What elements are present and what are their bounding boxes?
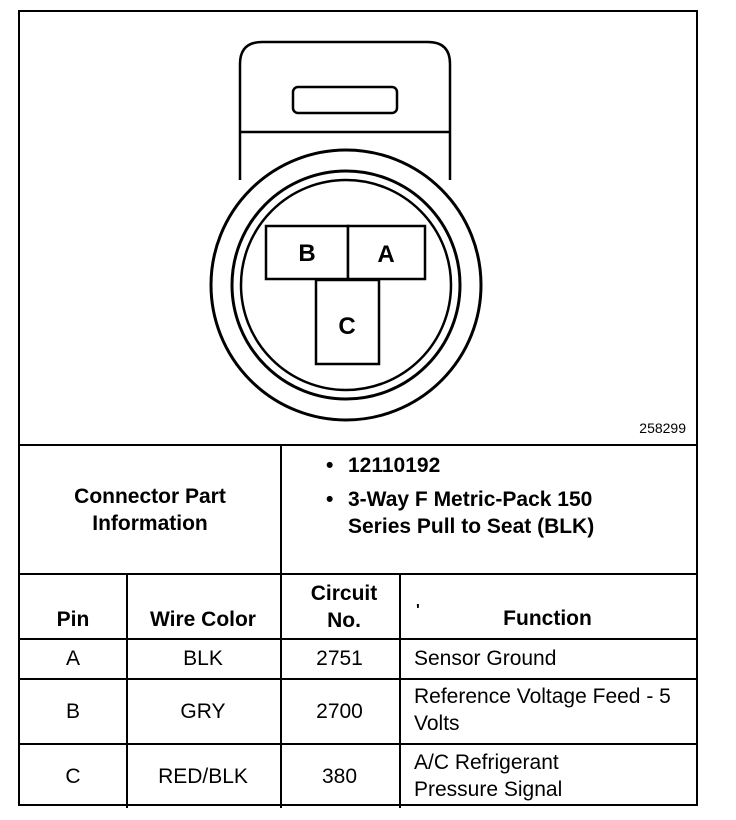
header-pin: Pin — [56, 608, 90, 631]
divider — [20, 678, 696, 680]
connector-end-view-figure — [18, 10, 698, 806]
divider — [20, 573, 696, 575]
pin-c-label: C — [338, 313, 356, 340]
connector-part-info-label: Connector Part Information — [74, 485, 226, 535]
row-a-pin: A — [65, 647, 80, 670]
row-c-wire-color: RED/BLK — [158, 765, 248, 788]
connector-description: 3-Way F Metric-Pack 150 Series Pull to Seat (BLK) — [348, 488, 595, 538]
pin-b-label: B — [298, 240, 316, 267]
connector-diagram — [20, 12, 696, 446]
connector-drawing — [20, 12, 696, 446]
part-number: 12110192 — [348, 454, 441, 477]
row-c-pin: C — [65, 765, 81, 788]
row-b-wire-color: GRY — [180, 700, 226, 723]
row-a-circuit: 2751 — [316, 647, 363, 670]
row-b-pin: B — [65, 700, 80, 723]
divider — [20, 743, 696, 745]
connector-description-item — [326, 486, 598, 540]
bullet-icon: • — [326, 454, 334, 477]
divider — [20, 444, 696, 446]
row-c-circuit: 380 — [321, 765, 358, 788]
pin-c-cavity — [316, 280, 379, 364]
divider — [280, 444, 282, 808]
row-a-wire-color: BLK — [183, 647, 223, 670]
row-a-function: Sensor Ground — [414, 647, 557, 670]
pin-a-cavity — [348, 226, 425, 279]
header-circuit-no: Circuit No. — [310, 582, 378, 632]
header-wire-color: Wire Color — [150, 608, 256, 631]
row-b-circuit: 2700 — [316, 700, 363, 723]
header-function: Function — [503, 607, 592, 630]
pin-b-cavity — [266, 226, 348, 279]
row-b-function: Reference Voltage Feed - 5 Volts — [414, 685, 671, 735]
pin-a-label: A — [377, 241, 395, 268]
header-function-mark: ' — [416, 602, 420, 619]
row-c-function: A/C Refrigerant Pressure Signal — [414, 751, 563, 801]
locking-latch-slot — [293, 87, 397, 113]
divider — [20, 638, 696, 640]
part-number-item — [326, 452, 678, 479]
figure-id: 258299 — [639, 420, 686, 436]
bullet-icon: • — [326, 488, 334, 511]
